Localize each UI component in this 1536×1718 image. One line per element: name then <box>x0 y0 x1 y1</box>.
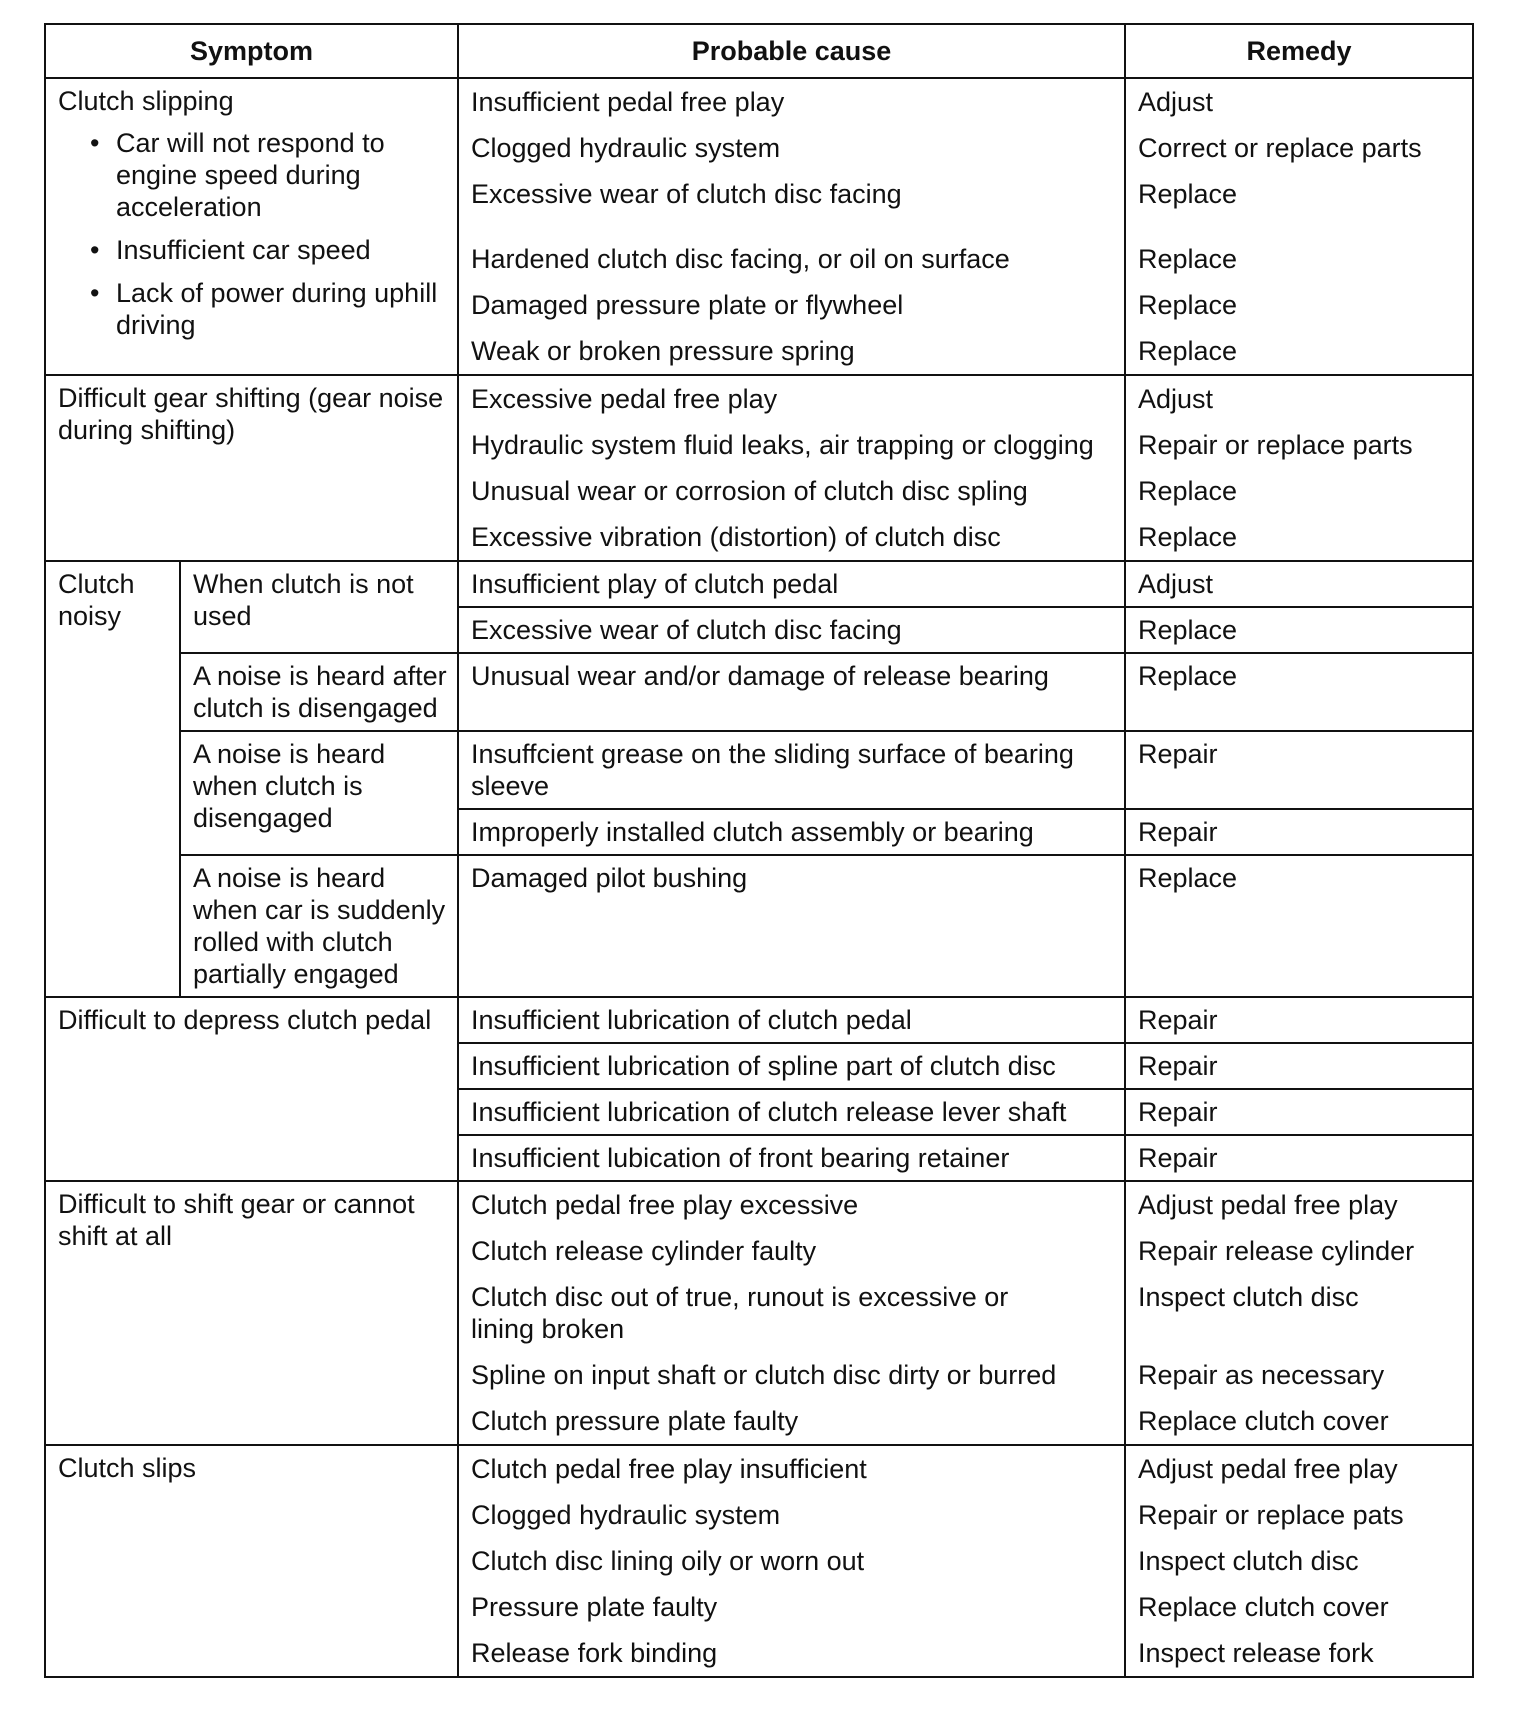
remedy-cell: Replace <box>1125 282 1473 328</box>
cause-cell: Improperly installed clutch assembly or bearing <box>458 809 1125 855</box>
cause-cell: Clutch pedal free play excessive <box>458 1181 1125 1228</box>
remedy-cell: Replace <box>1125 236 1473 282</box>
condition-cell: A noise is heard when car is suddenly rolled with clutch partially engaged <box>180 855 458 997</box>
cause-cell: Damaged pressure plate or flywheel <box>458 282 1125 328</box>
remedy-cell: Replace <box>1125 468 1473 514</box>
symptom-bullet-list <box>58 127 447 341</box>
cause-cell: Unusual wear and/or damage of release bearing <box>458 653 1125 731</box>
cause-cell: Excessive wear of clutch disc facing <box>458 607 1125 653</box>
table-row <box>45 997 1473 1043</box>
condition-cell: A noise is heard when clutch is disengaged <box>180 731 458 855</box>
cause-cell: Insufficient pedal free play <box>458 78 1125 125</box>
condition-cell: A noise is heard after clutch is disengaged <box>180 653 458 731</box>
remedy-cell: Replace <box>1125 653 1473 731</box>
cause-cell: Clutch disc out of true, runout is excessive or lining broken <box>458 1274 1125 1352</box>
remedy-cell: Replace clutch cover <box>1125 1584 1473 1630</box>
cause-cell: Spline on input shaft or clutch disc dirty or burred <box>458 1352 1125 1398</box>
remedy-cell: Repair or replace pats <box>1125 1492 1473 1538</box>
cause-cell: Weak or broken pressure spring <box>458 328 1125 375</box>
condition-cell: When clutch is not used <box>180 561 458 653</box>
table-row <box>45 78 1473 125</box>
remedy-cell: Repair <box>1125 809 1473 855</box>
cause-cell: Clutch release cylinder faulty <box>458 1228 1125 1274</box>
cause-cell: Clutch disc lining oily or worn out <box>458 1538 1125 1584</box>
remedy-cell: Repair release cylinder <box>1125 1228 1473 1274</box>
remedy-cell: Adjust <box>1125 561 1473 607</box>
cause-cell: Clogged hydraulic system <box>458 125 1125 171</box>
symptom-bullet: • Car will not respond to engine speed during acceleration <box>96 127 447 223</box>
symptom-cell: Clutch slips <box>45 1445 458 1677</box>
remedy-cell: Repair <box>1125 1089 1473 1135</box>
cause-cell: Unusual wear or corrosion of clutch disc spling <box>458 468 1125 514</box>
symptom-cell: Difficult gear shifting (gear noise during shifting) <box>45 375 458 561</box>
symptom-label: Clutch slipping <box>58 86 234 116</box>
troubleshooting-table <box>44 23 1474 1678</box>
symptom-cell: Difficult to shift gear or cannot shift at all <box>45 1181 458 1445</box>
cause-cell: Excessive pedal free play <box>458 375 1125 422</box>
cause-cell: Pressure plate faulty <box>458 1584 1125 1630</box>
remedy-cell: Replace <box>1125 607 1473 653</box>
header-symptom: Symptom <box>45 24 458 78</box>
cause-cell: Insufficient lubrication of spline part of clutch disc <box>458 1043 1125 1089</box>
table-row <box>45 375 1473 422</box>
remedy-cell: Inspect clutch disc <box>1125 1274 1473 1352</box>
remedy-cell: Replace <box>1125 171 1473 236</box>
cause-cell: Clutch pedal free play insufficient <box>458 1445 1125 1492</box>
header-row <box>45 24 1473 78</box>
cause-cell: Release fork binding <box>458 1630 1125 1677</box>
symptom-cell: Clutch noisy <box>45 561 180 997</box>
remedy-cell: Adjust pedal free play <box>1125 1445 1473 1492</box>
remedy-cell: Replace clutch cover <box>1125 1398 1473 1445</box>
cause-cell: Excessive vibration (distortion) of clutch disc <box>458 514 1125 561</box>
remedy-cell: Repair or replace parts <box>1125 422 1473 468</box>
cause-cell: Insuffcient grease on the sliding surface of bearing sleeve <box>458 731 1125 809</box>
table-row <box>45 1445 1473 1492</box>
symptom-cell <box>45 78 458 375</box>
cause-cell: Damaged pilot bushing <box>458 855 1125 997</box>
header-probable-cause: Probable cause <box>458 24 1125 78</box>
table-row <box>45 1181 1473 1228</box>
cause-cell: Clutch pressure plate faulty <box>458 1398 1125 1445</box>
remedy-cell: Adjust <box>1125 375 1473 422</box>
symptom-bullet: • Lack of power during uphill driving <box>96 277 447 341</box>
remedy-cell: Repair <box>1125 1135 1473 1181</box>
remedy-cell: Repair <box>1125 731 1473 809</box>
cause-cell: Hydraulic system fluid leaks, air trapping or clogging <box>458 422 1125 468</box>
remedy-cell: Repair <box>1125 997 1473 1043</box>
table-row <box>45 561 1473 607</box>
remedy-cell: Repair as necessary <box>1125 1352 1473 1398</box>
remedy-cell: Adjust <box>1125 78 1473 125</box>
remedy-cell: Adjust pedal free play <box>1125 1181 1473 1228</box>
table-row <box>45 855 1473 997</box>
remedy-cell: Replace <box>1125 328 1473 375</box>
table-row <box>45 653 1473 731</box>
symptom-cell: Difficult to depress clutch pedal <box>45 997 458 1181</box>
remedy-cell: Inspect release fork <box>1125 1630 1473 1677</box>
header-remedy: Remedy <box>1125 24 1473 78</box>
cause-cell: Clogged hydraulic system <box>458 1492 1125 1538</box>
cause-cell: Excessive wear of clutch disc facing <box>458 171 1125 236</box>
remedy-cell: Repair <box>1125 1043 1473 1089</box>
remedy-cell: Correct or replace parts <box>1125 125 1473 171</box>
cause-cell: Insufficient lubrication of clutch pedal <box>458 997 1125 1043</box>
remedy-cell: Inspect clutch disc <box>1125 1538 1473 1584</box>
remedy-cell: Replace <box>1125 514 1473 561</box>
cause-cell: Insufficient lubrication of clutch release lever shaft <box>458 1089 1125 1135</box>
cause-cell: Insufficient play of clutch pedal <box>458 561 1125 607</box>
cause-cell: Hardened clutch disc facing, or oil on surface <box>458 236 1125 282</box>
symptom-bullet: • Insufficient car speed <box>96 234 447 266</box>
cause-cell: Insufficient lubication of front bearing retainer <box>458 1135 1125 1181</box>
table-row <box>45 731 1473 809</box>
remedy-cell: Replace <box>1125 855 1473 997</box>
